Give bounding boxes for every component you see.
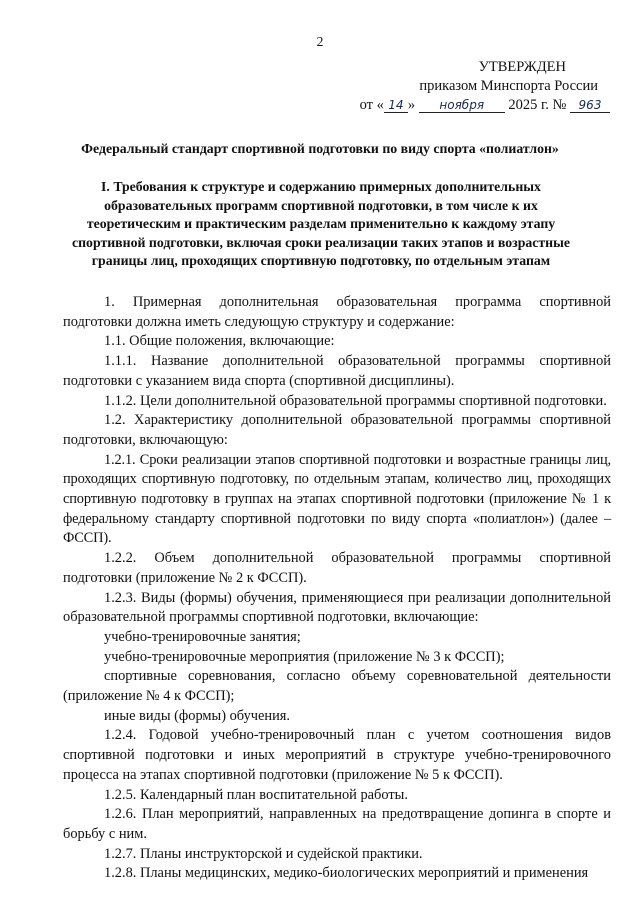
paragraph: 1. Примерная дополнительная образовательная программа спортивной подготовки должна иметь следующую структуру и содержание: [63, 294, 611, 330]
approval-date-line [340, 96, 610, 115]
handwritten-month: ноября [419, 98, 505, 113]
paragraph: 1.1.1. Название дополнительной образовательной программы спортивной подготовки с указанием вида спорта (спортивной дисциплины). [63, 353, 611, 389]
paragraph: 1.1.2. Цели дополнительной образовательной программы спортивной подготовки. [104, 392, 607, 409]
paragraph: 1.1. Общие положения, включающие: [104, 333, 335, 350]
handwritten-order-number: 963 [570, 98, 610, 113]
paragraph: 1.2.4. Годовой учебно-тренировочный план с учетом соотношения видов спортивной подготовки и иных мероприятий в структуре учебно-тренировочного процесса на этапах спортивной подготовки (приложение № 5 к ФССП). [63, 727, 611, 783]
paragraph: 1.2.3. Виды (формы) обучения, применяющиеся при реализации дополнительной образовательной программы спортивной подготовки, включающие: [63, 589, 611, 626]
paragraph: 1.2.7. Планы инструкторской и судейской практики. [104, 845, 423, 862]
paragraph: 1.2.1. Сроки реализации этапов спортивной подготовки и возрастные границы лиц, проходящих спортивную подготовку, по отдельным этапам, количество лиц, проходящих спортивную подготовку в группах на этапах спортивной подготовки (приложение № 1 к федеральному стандарту спортивной подготовки по виду спорта «полиатлон») (далее – ФССП). [63, 451, 611, 547]
document-title: Федеральный стандарт спортивной подготовки по виду спорта «полиатлон» [81, 141, 559, 156]
paragraph: 1.2.2. Объем дополнительной образовательной программы спортивной подготовки (приложение № 2 к ФССП). [63, 550, 611, 586]
paragraph: иные виды (формы) обучения. [104, 707, 291, 724]
document-body [63, 293, 611, 884]
paragraph: 1.2.5. Календарный план воспитательной работы. [104, 786, 408, 803]
section-heading: I. Требования к структуре и содержанию примерных дополнительных образовательных программ спортивной подготовки, в том числе к их теоретическим и практическим разделам применительно к каждому этапу спортивной подготовки, включая сроки реализации таких этапов и возрастные границы лиц, проходящих спортивную подготовку, по отдельным этапам [71, 179, 571, 268]
paragraph: спортивные соревнования, согласно объему соревновательной деятельности (приложение № 4 к ФССП); [63, 668, 611, 705]
handwritten-day: 14 [384, 98, 408, 113]
paragraph: 1.2.8. Планы медицинских, медико-биологических мероприятий и применения [104, 865, 589, 882]
approval-order-line: приказом Минспорта России [419, 78, 598, 94]
approval-title: УТВЕРЖДЕН [478, 59, 566, 75]
date-year-number: 2025 г. № [508, 97, 567, 113]
paragraph: 1.2. Характеристику дополнительной образовательной программы спортивной подготовки, включающую: [63, 412, 611, 448]
date-prefix: от « [359, 97, 384, 113]
paragraph: 1.2.6. План мероприятий, направленных на предотвращение допинга в спорте и борьбу с ним. [63, 806, 611, 842]
paragraph: учебно-тренировочные занятия; [104, 628, 301, 645]
date-mid: » [407, 97, 416, 113]
approval-block [340, 58, 610, 115]
page-number: 2 [316, 34, 324, 49]
paragraph: учебно-тренировочные мероприятия (приложение № 3 к ФССП); [104, 648, 505, 665]
